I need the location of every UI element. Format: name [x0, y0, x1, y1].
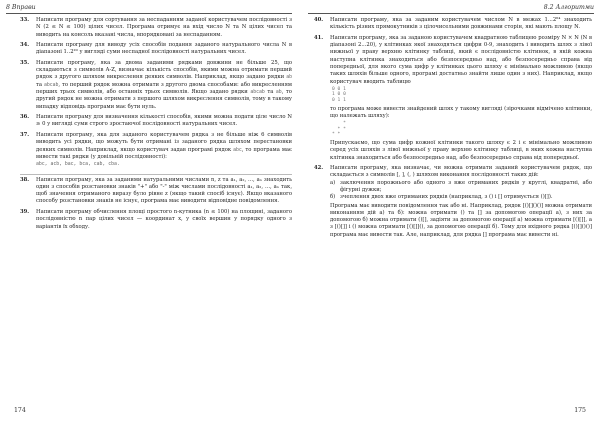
code-string: ab	[275, 90, 282, 96]
example-table: 0 0 1 1 0 0 0 1 1	[332, 86, 346, 104]
exercise-text: то перший рядок можна отримати з другого двома способами: або викресленням перших трьох символів, або останніх трьох символів. Якщо задано рядки	[36, 81, 292, 96]
list-item	[330, 180, 592, 195]
exercise-37: 37. Написати програму, яка для заданого користувачем рядка з не більше ніж 6 символів виводить усі рядки, що можуть бути отримані із заданого рядка шляхом перестановки деяких символів. Наприклад, якщо користувач задав програмі рядок abc, то програма має вивести такі рядки (у довільній послідовності): abc, acb, bac, bca, cab, cba.	[20, 131, 292, 168]
exercise-40	[314, 17, 592, 32]
exercise-number: 33.	[20, 17, 30, 23]
exercise-42	[314, 165, 592, 239]
right-column	[314, 17, 592, 242]
code-string: ab	[286, 75, 292, 81]
list-item-text: заключення порожнього або одного з вже отриманих рядків у круглі, квадратні, або фігурні дужки;	[340, 179, 592, 193]
exercise-text: та	[267, 89, 274, 96]
exercise-33	[20, 17, 292, 39]
code-string: abcab	[250, 90, 265, 96]
code-output: abc, acb, bac, bca, cab, cba.	[36, 162, 120, 168]
right-page	[300, 0, 600, 424]
exercise-36	[20, 114, 292, 129]
list-item-label: a)	[330, 179, 336, 186]
exercise-39	[20, 209, 292, 231]
exercise-number: 41.	[314, 34, 324, 41]
exercise-text: Написати програму, яка за двома заданими рядками довжини не більше 25, що складаються з символів A-Z, визначає кількість способів, якими можна отримати перший рядок з другого шляхом викреслення деяких символів. Наприклад, якщо задано рядки	[36, 59, 292, 81]
list-item-text: зчеплення двох вже отриманих рядків (наприклад, з () і [] отримується ()[]).	[340, 194, 553, 201]
exercise-text: Програма має виводити повідомлення так або ні. Наприклад, рядок [()[]()()] можна отримати виконанням дій а) та б): можна отримати () та [] за допомогою операції а), з них за допомогою б) можна отримати ()[], задіяти за допомогою операції а) можна отримати [()[]], а з [()[]] і () можна отримати [()[]](), за допомогою операції б). Тому для вхідного рядка [()[]()()] програма має вивести так. Але, наприклад, для рядка [] програма має вивести ні.	[330, 202, 592, 238]
page-number-right: 175	[574, 407, 586, 414]
running-header-right: 8.2 Алгоритми	[543, 4, 594, 11]
left-column	[20, 17, 292, 234]
running-header-left: 8 Вправи	[6, 4, 36, 11]
exercise-text: Написати програму обчислення площі простого n-кутника (n ≤ 100) на площині, заданого послідовністю n пар цілих чисел — координат x, y своїх вершин у порядку одного з варіантів їх обходу.	[36, 208, 292, 230]
exercise-text: Написати програму, яка визначає, чи можна отримати заданий користувачем рядок, що складається з символів [, ], (, ) шляхом виконання послідовності таких дій:	[330, 165, 592, 179]
exercise-text: Припускаємо, що сума цифр кожної клітинки такого шляху є 2 і є мінімально можливою серед усіх шляхів з лівої нижньої у праву верхню клітинку таблиці, в яких кожна наступна клітинка знаходиться або безпосередньо над, або безпосередньо справа від попередньої.	[330, 140, 592, 161]
exercise-35: 35. Написати програму, яка за двома заданими рядками довжини не більше 25, що складаються з символів A-Z, визначає кількість способів, якими можна отримати перший рядок з другого шляхом викреслення деяких символів. Наприклад, якщо задано рядки ab та abcab, то перший рядок можна отримати з другого двома способами: або викресленням перших трьох символів, або останніх трьох символів. Якщо задано рядки abcab та ab, то другий рядок не можна отримати з першого шляхом викреслення символів, тому в такому випадку відповідь програми має бути нуль.	[20, 59, 292, 110]
exercise-text: та	[36, 81, 43, 88]
exercise-text: Написати програму, яка за заданою користувачем квадратною таблицею розміру N × N (N в діапазоні 2...20), у клітинках якої знаходяться цифри 0-9, знаходить і виводить шлях з лівої нижньої у праву верхню клітинку таблиці, який є послідовністю клітинок, в якій кожна наступна клітинка знаходиться або безпосередньо над, або безпосередньо справа від попередньої, для якого сума цифр у клітинках цього шляху є мінімально можливою (якщо таких шляхів більше одного, програмі достатньо знайти лише один з них). Наприклад, якщо користувач вводить таблицю	[330, 34, 592, 85]
exercise-text: Написати програму для сортування за неспаданням заданої користувачем послідовності з N (2 ≤ N ≤ 100) цілих чисел. Програма отримує на вхід число N та N цілих чисел та виводить на консоль вказані числа, впорядковані за неспаданням.	[36, 17, 292, 38]
exercise-number: 35.	[20, 59, 30, 66]
exercise-text: Написати програму, яка за заданим користувачем числом N в межах 1...2⁶⁴ знаходить кількість різних прямокутників з цілочисельними довжинами сторін, які мають площу N.	[330, 17, 592, 31]
exercise-text: Написати програму для визначення кількості способів, якими можна подати ціле число N ≥ 0 у вигляді суми строго зростаючої послідовності натуральних чисел.	[36, 114, 292, 128]
list-item	[330, 194, 592, 201]
exercise-text: то другий рядок не можна отримати з першого шляхом викреслення символів, тому в такому випадку відповідь програми має бути нуль.	[36, 89, 292, 110]
exercise-34	[20, 42, 292, 57]
header-rule-left	[6, 13, 292, 14]
exercise-number: 42.	[314, 165, 324, 172]
code-string: abc	[233, 147, 242, 153]
divider-line	[20, 174, 292, 175]
exercise-41	[314, 35, 592, 162]
code-string: abcab	[43, 82, 59, 88]
exercise-text: то програма може вивести знайдений шлях у такому вигляді (зірочками відмічено клітинки, що належать шляху):	[330, 105, 592, 119]
exercise-38	[20, 177, 292, 206]
header-rule-right	[308, 13, 594, 14]
exercise-number: 34.	[20, 42, 30, 49]
exercise-text: то програма має вивести такі рядки (у довільній послідовності):	[36, 146, 292, 160]
page-number-left: 174	[14, 407, 26, 414]
exercise-number: 36.	[20, 114, 30, 121]
exercise-number: 40.	[314, 17, 324, 23]
exercise-text: Написати програму, яка за заданими натуральними числами n, z та a₁, a₂, ..., aₙ знаходить один з способів розстановки знаків "+" або "-" між числами послідовності a₁, a₂, ..., aₙ так, щоб значення отриманого виразу було рівне z (якщо такий спосіб існує). Якщо вказаного способу розстановки знаків не існує, програма має виводити відповідне повідомлення.	[36, 176, 292, 205]
exercise-number: 39.	[20, 208, 30, 215]
exercise-number: 38.	[20, 176, 30, 183]
exercise-text: Написати програму для виводу усіх способів подання заданого натурального числа N в діапазоні 1..2²⁰ у вигляді суми неспадної послідовності натуральних чисел.	[36, 42, 292, 56]
exercise-text: Написати програму, яка для заданого користувачем рядка з не більше ніж 6 символів виводить усі рядки, що можуть бути отримані із заданого рядка шляхом перестановки деяких символів. Наприклад, якщо користувач задав програмі рядок	[36, 131, 292, 153]
example-path: * * * * *	[332, 121, 346, 138]
exercise-number: 37.	[20, 131, 30, 138]
list-item-label: б)	[330, 194, 336, 201]
